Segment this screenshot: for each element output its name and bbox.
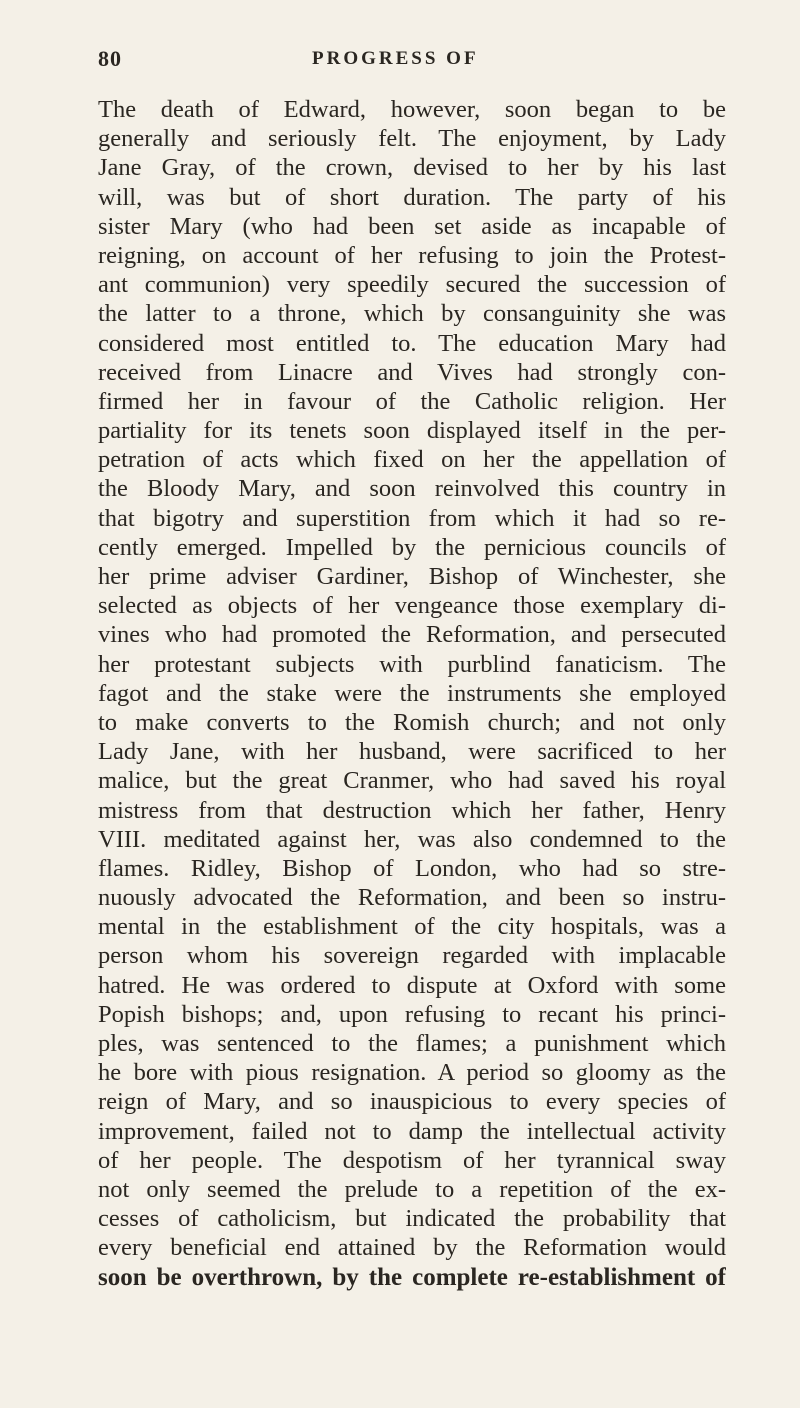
text-line: VIII. meditated against her, was also condemned to the (98, 825, 726, 853)
text-line: fagot and the stake were the instruments she employed (98, 679, 726, 707)
text-line: not only seemed the prelude to a repetition of the ex- (98, 1175, 726, 1203)
text-line: to make converts to the Romish church; and not only (98, 708, 726, 736)
text-line: flames. Ridley, Bishop of London, who had so stre- (98, 854, 726, 882)
text-line: ples, was sentenced to the flames; a punishment which (98, 1030, 726, 1057)
text-line: selected as objects of her vengeance those exemplary di- (98, 592, 726, 620)
text-line: soon be overthrown, by the complete re-establishment of (98, 1263, 726, 1291)
text-line: her prime adviser Gardiner, Bishop of Winchester, she (98, 563, 726, 590)
text-line: cently emerged. Impelled by the pernicious councils of (98, 533, 726, 561)
text-line: petration of acts which fixed on her the appellation of (98, 446, 726, 474)
text-line: vines who had promoted the Reformation, and persecuted (98, 621, 726, 649)
text-line: Lady Jane, with her husband, were sacrificed to her (98, 738, 726, 766)
text-line: ant communion) very speedily secured the succession of (98, 271, 726, 299)
text-line: that bigotry and superstition from which it had so re- (98, 504, 726, 532)
body-text (98, 95, 726, 1292)
text-line: received from Linacre and Vives had strongly con- (98, 358, 726, 386)
page-header (98, 46, 726, 76)
text-line: person whom his sovereign regarded with implacable (98, 942, 726, 970)
text-line: improvement, failed not to damp the intellectual activity (98, 1117, 726, 1145)
text-line: the Bloody Mary, and soon reinvolved this country in (98, 475, 726, 503)
text-line: reigning, on account of her refusing to join the Protest- (98, 241, 726, 269)
text-line: sister Mary (who had been set aside as incapable of (98, 212, 726, 240)
text-line: nuously advocated the Reformation, and been so instru- (98, 884, 726, 912)
text-line: will, was but of short duration. The party of his (98, 183, 726, 211)
text-line: partiality for its tenets soon displayed itself in the per- (98, 417, 726, 445)
text-line: Jane Gray, of the crown, devised to her by his last (98, 154, 726, 182)
text-line: every beneficial end attained by the Reformation would (98, 1234, 726, 1262)
text-line: considered most entitled to. The education Mary had (98, 329, 726, 357)
text-line: he bore with pious resignation. A period so gloomy as the (98, 1059, 726, 1087)
text-line: reign of Mary, and so inauspicious to every species of (98, 1088, 726, 1116)
text-line: cesses of catholicism, but indicated the probability that (98, 1205, 726, 1233)
text-line: generally and seriously felt. The enjoyment, by Lady (98, 125, 726, 153)
text-line: malice, but the great Cranmer, who had saved his royal (98, 767, 726, 795)
text-line: of her people. The despotism of her tyrannical sway (98, 1146, 726, 1174)
text-line: The death of Edward, however, soon began to be (98, 96, 726, 123)
text-line: the latter to a throne, which by consanguinity she was (98, 300, 726, 328)
running-head: PROGRESS OF (312, 48, 479, 69)
text-line: her protestant subjects with purblind fanaticism. The (98, 650, 726, 678)
text-line: Popish bishops; and, upon refusing to recant his princi- (98, 1000, 726, 1028)
text-line: mental in the establishment of the city hospitals, was a (98, 913, 726, 941)
page-number: 80 (98, 46, 122, 71)
text-line: firmed her in favour of the Catholic religion. Her (98, 387, 726, 415)
text-line: hatred. He was ordered to dispute at Oxford with some (98, 971, 726, 999)
text-line: mistress from that destruction which her father, Henry (98, 796, 726, 824)
